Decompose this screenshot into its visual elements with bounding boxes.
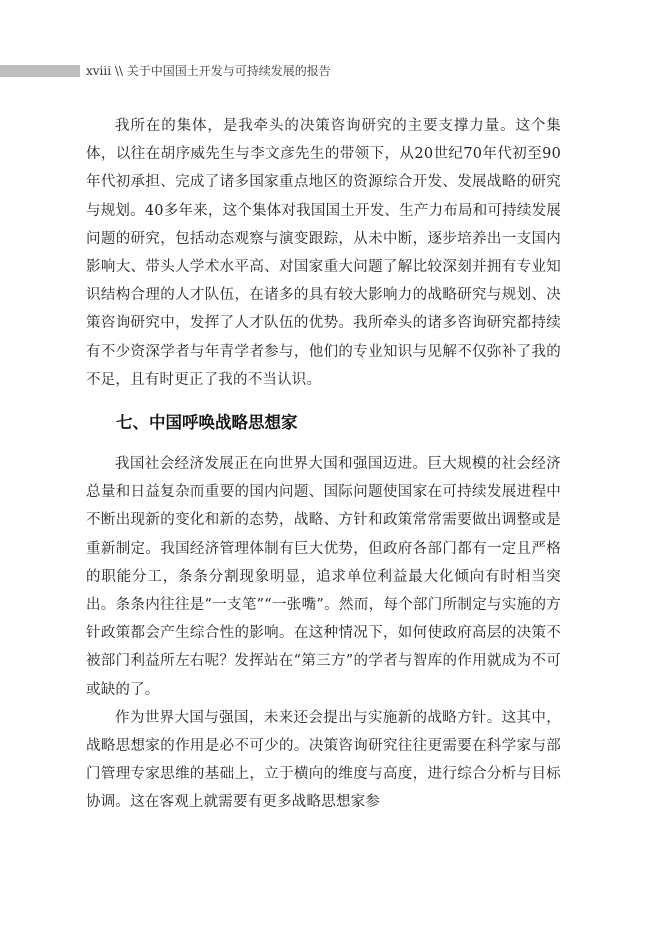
- running-header: [0, 62, 661, 82]
- paragraph-strategist: 作为世界大国与强国，未来还会提出与实施新的战略方针。这其中，战略思想家的作用是必不可少的。决策咨询研究往往更需要在科学家与部门管理专家思维的基础上，立于横向的维度与高度，进行综合分析与目标协调。这在客观上就需要有更多战略思想家参: [86, 709, 561, 811]
- paragraph-collective: 我所在的集体，是我牵头的决策咨询研究的主要支撑力量。这个集体，以往在胡序威先生与李文彦先生的带领下，从20世纪70年代初至90年代初承担、完成了诸多国家重点地区的资源综合开发、发展战略的研究与规划。40多年来，这个集体对我国国土开发、生产力布局和可持续发展问题的研究，包括动态观察与演变跟踪，从未中断，逐步培养出一支国内影响大、带头人学术水平高、对国家重大问题了解比较深刻并拥有专业知识结构合理的人才队伍，在诸多的具有较大影响力的战略研究与规划、决策咨询研究中，发挥了人才队伍的优势。我所牵头的诸多咨询研究都持续有不少资深学者与年青学者参与，他们的专业知识与见解不仅弥补了我的不足，且有时更正了我的不当认识。: [86, 118, 561, 388]
- paragraph-development: 我国社会经济发展正在向世界大国和强国迈进。巨大规模的社会经济总量和日益复杂而重要的国内问题、国际问题使国家在可持续发展进程中不断出现新的变化和新的态势，战略、方针和政策常常需要做出调整或是重新制定。我国经济管理体制有巨大优势，但政府各部门都有一定且严格的职能分工，条条分割现象明显，追求单位利益最大化倾向有时相当突出。条条内往往是“一支笔”“一张嘴”。然而，每个部门所制定与实施的方针政策都会产生综合性的影响。在这种情况下，如何使政府高层的决策不被部门利益所左右呢？发挥站在“第三方”的学者与智库的作用就成为不可或缺的了。: [86, 456, 561, 698]
- page-body: [86, 112, 561, 817]
- header-page-label: xviii \\ 关于中国国土开发与可持续发展的报告: [86, 64, 331, 78]
- header-decorative-bar: [0, 65, 80, 77]
- section-heading: 七、中国呼唤战略思想家: [116, 413, 298, 433]
